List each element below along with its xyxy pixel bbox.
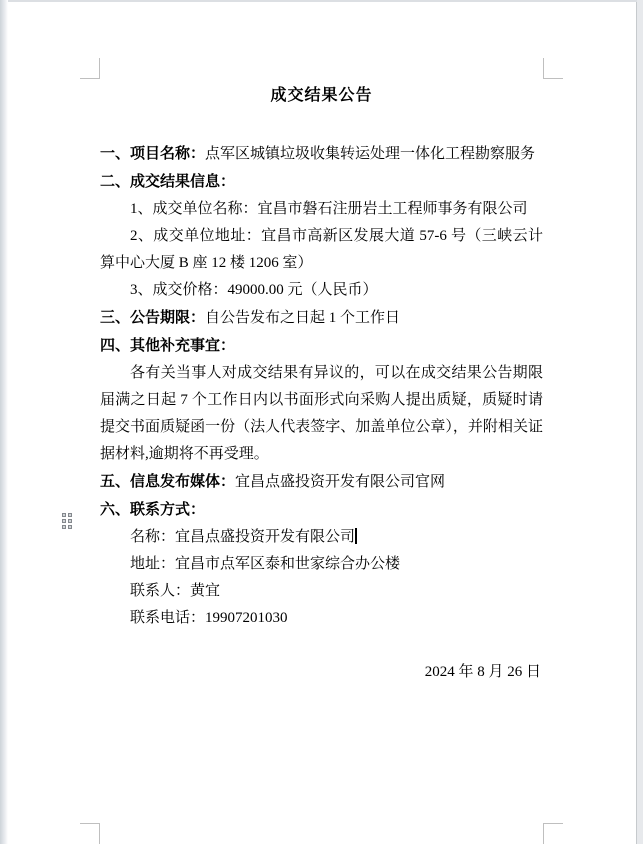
section-label: 五、信息发布媒体： (100, 473, 236, 490)
section-announcement-period (100, 304, 543, 332)
objection-paragraph (100, 360, 543, 468)
window-left-edge (0, 0, 8, 844)
margin-crop-mark-bottom-left (80, 823, 100, 844)
section-contact-info (100, 496, 543, 524)
document-canvas[interactable] (100, 82, 543, 686)
drag-handle-dot (68, 525, 72, 529)
section-label: 三、公告期限： (100, 309, 206, 326)
section-other-matters (100, 332, 543, 360)
section-publish-media (100, 468, 543, 496)
paragraph-text: 3、成交价格：49000.00 元（人民币） (130, 282, 378, 298)
document-title: 成交结果公告 (270, 87, 373, 104)
contact-address-line (100, 551, 543, 578)
page-right-border (636, 2, 637, 844)
section-label: 一、项目名称： (100, 145, 206, 162)
section-text: 自公告发布之日起 1 个工作日 (205, 310, 401, 326)
paragraph-text: 联系电话：19907201030 (130, 610, 288, 626)
text-cursor-caret (355, 528, 357, 544)
section-label: 六、联系方式： (100, 501, 206, 518)
window-top-edge (0, 0, 643, 2)
drag-handle-dot (62, 525, 66, 529)
paragraph-drag-handle-icon[interactable] (62, 513, 72, 529)
drag-handle-dot (68, 519, 72, 523)
window-right-edge (637, 0, 643, 844)
section-text: 宜昌点盛投资开发有限公司官网 (235, 474, 446, 490)
winner-name-line (100, 196, 543, 223)
drag-handle-dot (62, 513, 66, 517)
paragraph-text: 2、成交单位地址：宜昌市高新区发展大道 57-6 号（三峡云计算中心大厦 B 座 12 楼 1206 室） (100, 228, 543, 271)
section-label: 四、其他补充事宜： (100, 337, 236, 354)
winner-address-line (100, 223, 543, 277)
section-text: 点军区城镇垃圾收集转运处理一体化工程勘察服务 (205, 146, 536, 162)
blank-line (100, 110, 543, 140)
document-date: 2024 年 8 月 26 日 (424, 664, 541, 680)
contact-name-line (100, 524, 543, 551)
contact-phone-line (100, 605, 543, 632)
margin-crop-mark-top-right (543, 58, 563, 79)
section-project-name (100, 140, 543, 168)
paragraph-text: 名称：宜昌点盛投资开发有限公司 (130, 529, 356, 545)
drag-handle-dot (68, 513, 72, 517)
drag-handle-dot (62, 519, 66, 523)
winner-price-line (100, 277, 543, 304)
paragraph-text: 各有关当事人对成交结果有异议的，可以在成交结果公告期限届满之日起 7 个工作日内以书面形式向采购人提出质疑，质疑时请提交书面质疑函一份（法人代表签字、加盖单位公章），并附相关证据材料,逾期将不再受理。 (100, 365, 543, 462)
contact-person-line (100, 578, 543, 605)
paragraph-text: 联系人：黄宜 (130, 583, 221, 599)
section-result-info (100, 168, 543, 196)
section-label: 二、成交结果信息： (100, 173, 236, 190)
paragraph-text: 1、成交单位名称：宜昌市磐石注册岩土工程师事务有限公司 (130, 201, 528, 217)
margin-crop-mark-bottom-right (543, 823, 563, 844)
paragraph-text: 地址：宜昌市点军区泰和世家综合办公楼 (130, 556, 401, 572)
margin-crop-mark-top-left (80, 58, 100, 79)
blank-line (100, 632, 543, 659)
